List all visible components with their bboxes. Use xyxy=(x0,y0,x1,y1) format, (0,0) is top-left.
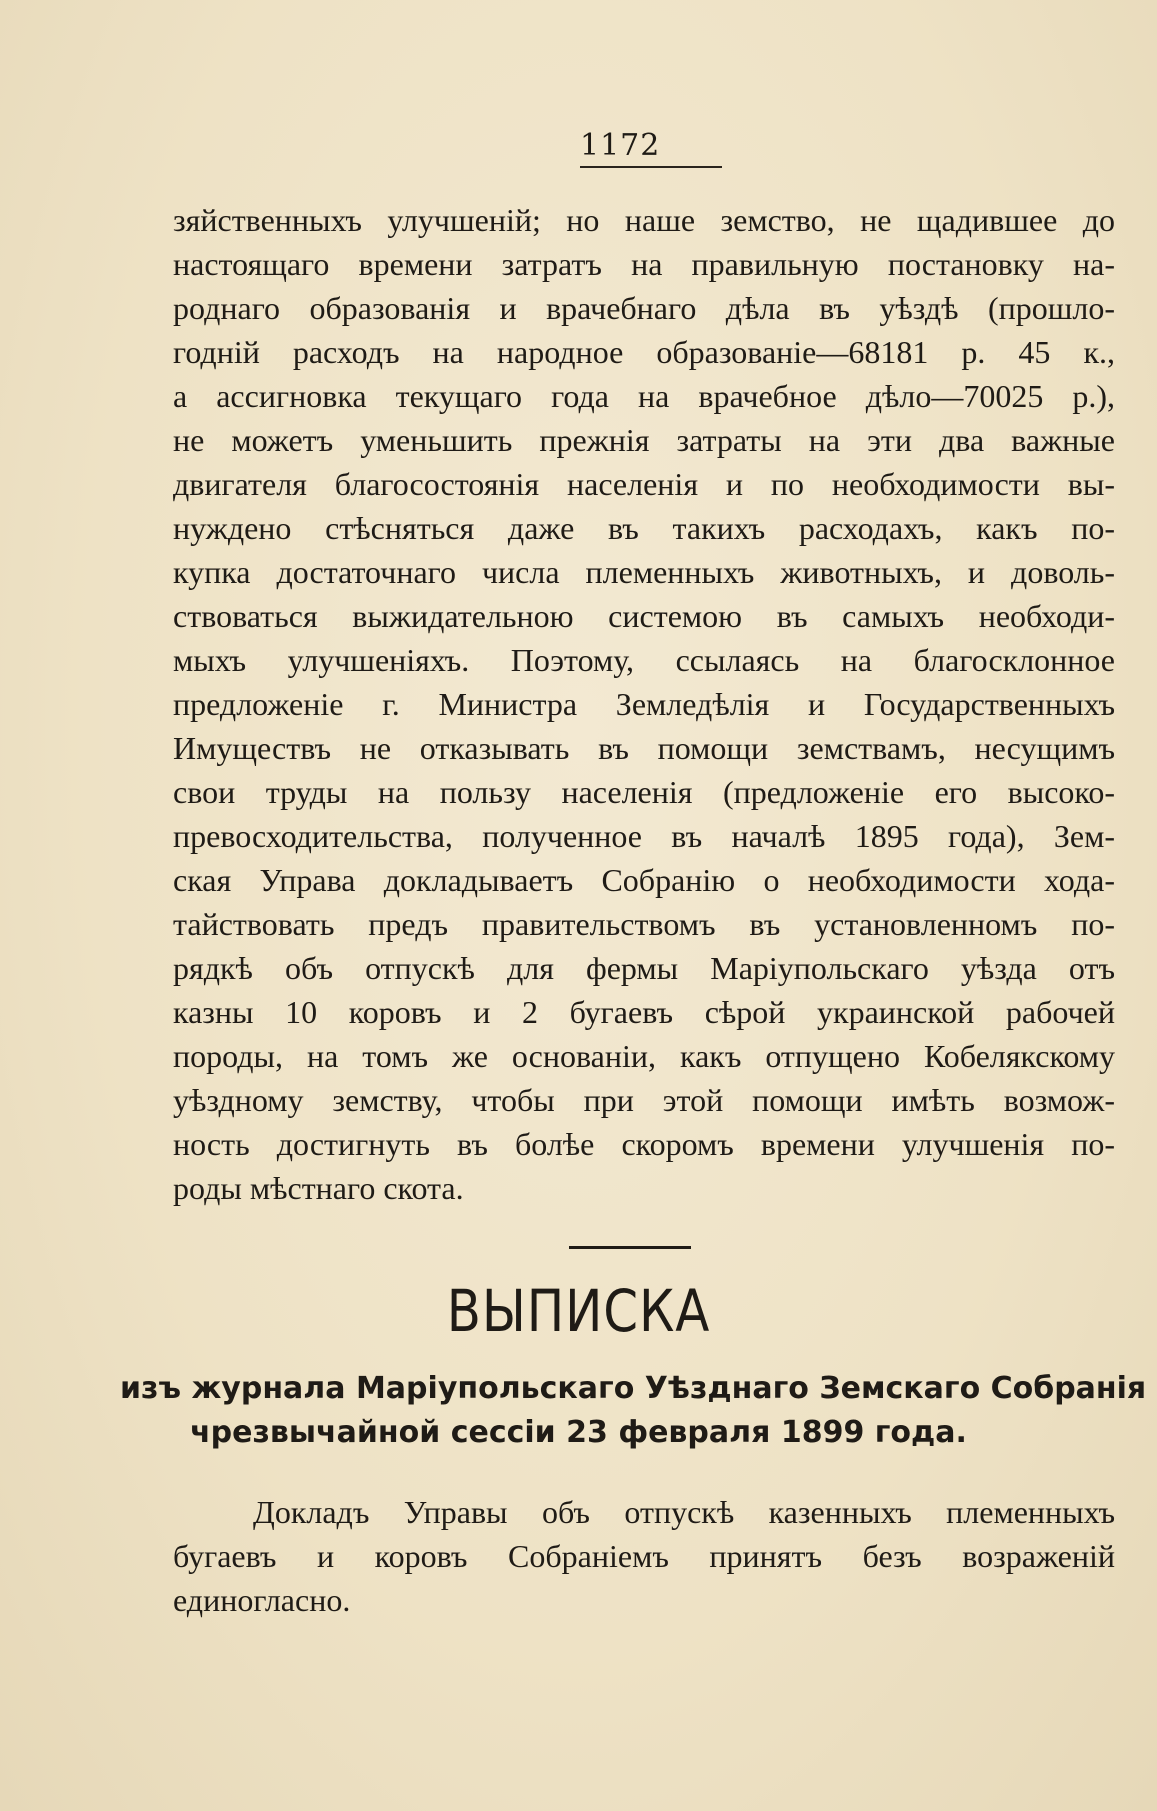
body-line: уѣздному земству, чтобы при этой помощи имѣть возмож- xyxy=(173,1082,1115,1118)
body-line: казны 10 коровъ и 2 бугаевъ сѣрой украинской рабочей xyxy=(173,994,1115,1030)
extract-subtitle-line2: чрезвычайной сессіи 23 февраля 1899 года. xyxy=(190,1415,967,1450)
page-number-underline xyxy=(580,166,722,168)
resolution-line: бугаевъ и коровъ Собраніемъ принятъ безъ возраженій xyxy=(173,1538,1115,1574)
body-line: ность достигнуть въ болѣе скоромъ времени улучшенія по- xyxy=(173,1126,1115,1162)
resolution-line: Докладъ Управы объ отпускѣ казенныхъ племенныхъ xyxy=(253,1494,1115,1530)
body-line: породы, на томъ же основаніи, какъ отпущено Кобелякскому xyxy=(173,1038,1115,1074)
extract-subtitle-line1: изъ журнала Маріупольскаго Уѣзднаго Земскаго Собранія xyxy=(120,1371,1147,1406)
body-line: предложеніе г. Министра Земледѣлія и Государственныхъ xyxy=(173,686,1115,722)
section-divider xyxy=(569,1246,691,1249)
resolution-text xyxy=(173,1490,1115,1622)
body-line: годній расходъ на народное образованіе—68181 р. 45 к., xyxy=(173,334,1115,370)
extract-title: ВЫПИСКА xyxy=(446,1277,711,1345)
body-line: превосходительства, полученное въ началѣ 1895 года), Зем- xyxy=(173,818,1115,854)
body-line: ская Управа докладываетъ Собранію о необходимости хода- xyxy=(173,862,1115,898)
body-line: рядкѣ объ отпускѣ для фермы Маріупольскаго уѣзда отъ xyxy=(173,950,1115,986)
body-line: свои труды на пользу населенія (предложеніе его высоко- xyxy=(173,774,1115,810)
body-line: нуждено стѣсняться даже въ такихъ расходахъ, какъ по- xyxy=(173,510,1115,546)
body-line: роднаго образованія и врачебнаго дѣла въ уѣздѣ (прошло- xyxy=(173,290,1115,326)
body-line: не можетъ уменьшить прежнія затраты на эти два важные xyxy=(173,422,1115,458)
body-line: настоящаго времени затратъ на правильную постановку на- xyxy=(173,246,1115,282)
body-line: ствоваться выжидательною системою въ самыхъ необходи- xyxy=(173,598,1115,634)
body-line: купка достаточнаго числа племенныхъ животныхъ, и доволь- xyxy=(173,554,1115,590)
body-text xyxy=(173,198,1115,1210)
body-line: а ассигновка текущаго года на врачебное дѣло—70025 р.), xyxy=(173,378,1115,414)
page-number: 1172 xyxy=(580,128,661,163)
resolution-line: единогласно. xyxy=(173,1582,351,1618)
body-line: тайствовать предъ правительствомъ въ установленномъ по- xyxy=(173,906,1115,942)
body-line: мыхъ улучшеніяхъ. Поэтому, ссылаясь на благосклонное xyxy=(173,642,1115,678)
body-line: двигателя благосостоянія населенія и по необходимости вы- xyxy=(173,466,1115,502)
body-line: роды мѣстнаго скота. xyxy=(173,1170,464,1206)
body-line: Имуществъ не отказывать въ помощи земствамъ, несущимъ xyxy=(173,730,1115,766)
body-line: зяйственныхъ улучшеній; но наше земство, не щадившее до xyxy=(173,202,1115,238)
